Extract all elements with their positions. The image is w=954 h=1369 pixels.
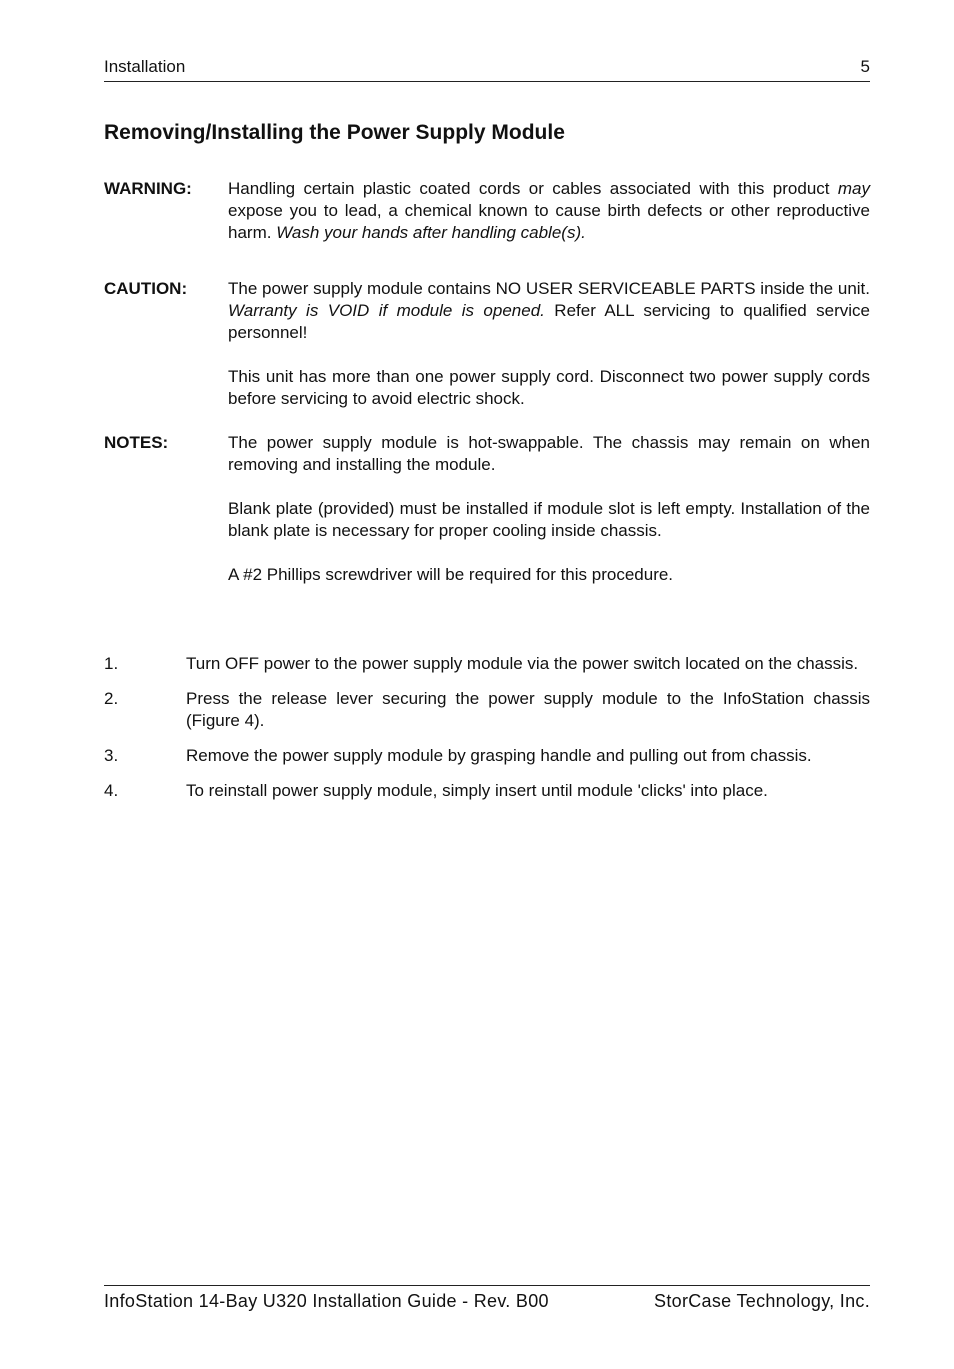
caution-text-emphasis: Warranty is VOID if module is opened. (228, 301, 545, 320)
step-text: Remove the power supply module by grasping handle and pulling out from chassis. (186, 746, 812, 765)
running-header-section: Installation (104, 57, 186, 76)
warning-text (228, 178, 870, 244)
procedure-step (104, 653, 870, 675)
caution-text-part: The power supply module contains NO USER SERVICEABLE PARTS inside the unit. (228, 279, 870, 298)
warning-block (104, 178, 870, 244)
caution-text-part: Refer ALL servicing to qualified service personnel! (228, 301, 870, 342)
step-text: Press the release lever securing the power supply module to the InfoStation chassis (Figure 4). (186, 689, 870, 730)
procedure-steps (104, 653, 870, 815)
caution-block (104, 278, 870, 410)
note-paragraph: The power supply module is hot-swappable. The chassis may remain on when removing and installing the module. (228, 433, 870, 474)
caution-text (228, 278, 870, 410)
step-number: 3. (104, 746, 119, 765)
notes-label: NOTES: (104, 433, 169, 452)
footer-rule (104, 1285, 870, 1286)
warning-label: WARNING: (104, 179, 192, 198)
procedure-step (104, 745, 870, 767)
step-number: 2. (104, 689, 119, 708)
section-title: Removing/Installing the Power Supply Module (104, 121, 565, 144)
step-number: 1. (104, 654, 119, 673)
footer-company: StorCase Technology, Inc. (654, 1291, 870, 1311)
caution-paragraph: This unit has more than one power supply cord. Disconnect two power supply cords before servicing to avoid electric shock. (228, 367, 870, 408)
step-text: To reinstall power supply module, simply insert until module 'clicks' into place. (186, 781, 768, 800)
notes-block (104, 432, 870, 586)
step-number: 4. (104, 781, 119, 800)
footer-document-title: InfoStation 14-Bay U320 Installation Guide - Rev. B00 (104, 1291, 549, 1311)
warning-text-emphasis: may (837, 179, 870, 198)
header-rule (104, 81, 870, 82)
page-number: 5 (860, 57, 870, 76)
warning-text-part: Handling certain plastic coated cords or cables associated with this product (228, 179, 838, 198)
notes-text (228, 432, 870, 586)
note-paragraph: Blank plate (provided) must be installed if module slot is left empty. Installation of the blank plate is necessary for proper cooling inside chassis. (228, 499, 870, 540)
note-paragraph: A #2 Phillips screwdriver will be required for this procedure. (228, 565, 674, 584)
warning-text-part: expose you to lead, a chemical known to cause birth defects or other reproductive harm. (228, 201, 870, 242)
caution-label: CAUTION: (104, 279, 188, 298)
warning-text-emphasis: Wash your hands after handling cable(s). (276, 223, 586, 242)
step-text: Turn OFF power to the power supply module via the power switch located on the chassis. (186, 654, 859, 673)
procedure-step (104, 688, 870, 732)
procedure-step (104, 780, 870, 802)
